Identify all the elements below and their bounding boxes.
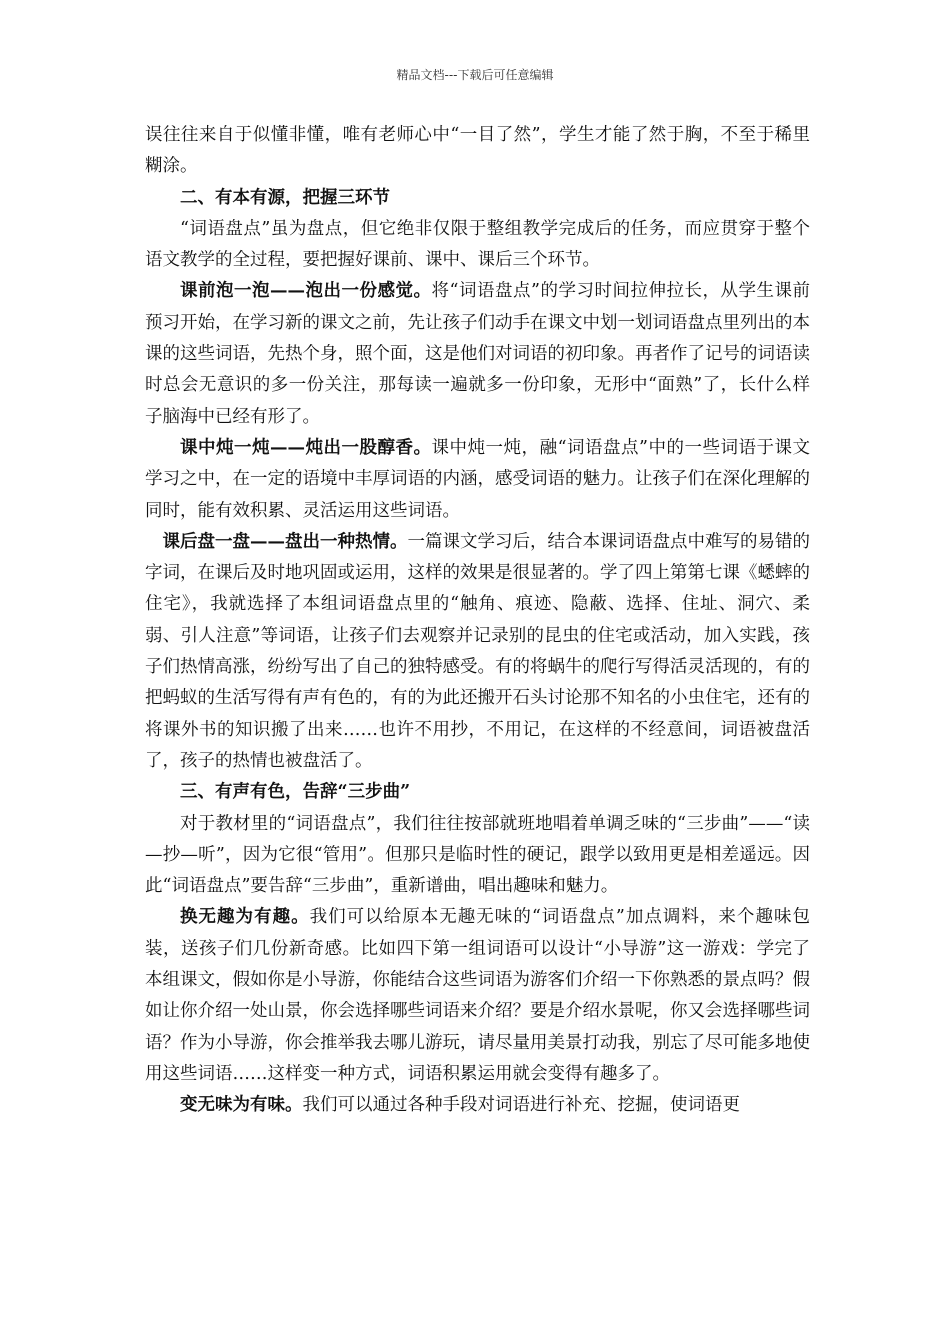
body-paragraph: 误往往来自于似懂非懂，唯有老师心中“一目了然”，学生才能了然于胸，不至于稀里糊涂。	[145, 125, 810, 177]
paragraph-text: 我们可以通过各种手段对词语进行补充、挖掘，使词语更	[302, 1095, 740, 1116]
paragraph-lead-phrase: 课中炖一炖——炖出一股醇香。	[180, 437, 432, 458]
body-paragraph: “词语盘点”虽为盘点，但它绝非仅限于整组教学完成后的任务，而应贯穿于整个语文教学的全过程，要把握好课前、课中、课后三个环节。	[145, 218, 810, 271]
body-paragraph	[145, 1090, 810, 1121]
body-paragraph: 对于教材里的“词语盘点”，我们往往按部就班地唱着单调乏味的“三步曲”——“读—抄—听”，因为它很“管用”。但那只是临时性的硬记，跟学以致用更是相差遥远。因此“词语盘点”要告辞“三步曲”，重新谱曲，唱出趣味和魅力。	[145, 813, 810, 897]
paragraph-text: 我们可以给原本无趣无味的“词语盘点”加点调料，来个趣味包装，送孩子们几份新奇感。比如四下第一组词语可以设计“小导游”这一游戏：学完了本组课文，假如你是小导游，你能结合这些词语为游客们介绍一下你熟悉的景点吗？假如让你介绍一处山景，你会选择哪些词语来介绍？要是介绍水景呢，你又会选择哪些词语？作为小导游，你会推举我去哪儿游玩，请尽量用美景打动我，别忘了尽可能多地使用这些词语……这样变一种方式，词语积累运用就会变得有趣多了。	[145, 907, 810, 1084]
paragraph-lead-phrase: 课前泡一泡——泡出一份感觉。	[180, 281, 432, 302]
page-header: 精品文档---下载后可任意编辑	[396, 68, 554, 82]
paragraph-text: 课中炖一炖，融“词语盘点”中的一些词语于课文学习之中，在一定的语境中丰厚词语的内涵，感受词语的魅力。让孩子们在深化理解的同时，能有效积累、灵活运用这些词语。	[145, 437, 810, 521]
body-paragraph	[145, 276, 810, 432]
paragraph-text: 将“词语盘点”的学习时间拉伸拉长，从学生课前预习开始，在学习新的课文之前，先让孩子们动手在课文中划一划词语盘点里列出的本课的这些词语，先热个身，照个面，这是他们对词语的初印象。再者作了记号的词语读时总会无意识的多一份关注，那每读一遍就多一份印象，无形中“面熟”了，长什么样子脑海中已经有形了。	[145, 281, 810, 427]
section-heading: 三、有声有色，告辞“三步曲”	[180, 782, 411, 803]
body-paragraph	[145, 902, 810, 1090]
section-heading: 二、有本有源，把握三环节	[180, 187, 390, 208]
paragraph-lead-phrase: 课后盘一盘——盘出一种热情。	[162, 531, 408, 552]
paragraph-lead-phrase: 换无趣为有趣。	[180, 907, 310, 928]
document-body	[145, 120, 810, 1122]
paragraph-lead-phrase: 变无味为有味。	[180, 1095, 303, 1116]
body-paragraph	[145, 433, 810, 527]
paragraph-text: 一篇课文学习后，结合本课词语盘点中难写的易错的字词，在课后及时地巩固或运用，这样的效果是很显著的。学了四上第第七课《蟋蟀的住宅》，我就选择了本组词语盘点里的“触角、痕迹、隐蔽、选择、住址、洞穴、柔弱、引人注意”等词语，让孩子们去观察并记录别的昆虫的住宅或活动，加入实践，孩子们热情高涨，纷纷写出了自己的独特感受。有的将蜗牛的爬行写得活灵活现的，有的把蚂蚁的生活写得有声有色的，有的为此还搬开石头讨论那不知名的小虫住宅，还有的将课外书的知识搬了出来……也许不用抄，不用记，在这样的不经意间，词语被盘活了，孩子的热情也被盘活了。	[145, 531, 810, 771]
body-paragraph	[145, 527, 810, 777]
